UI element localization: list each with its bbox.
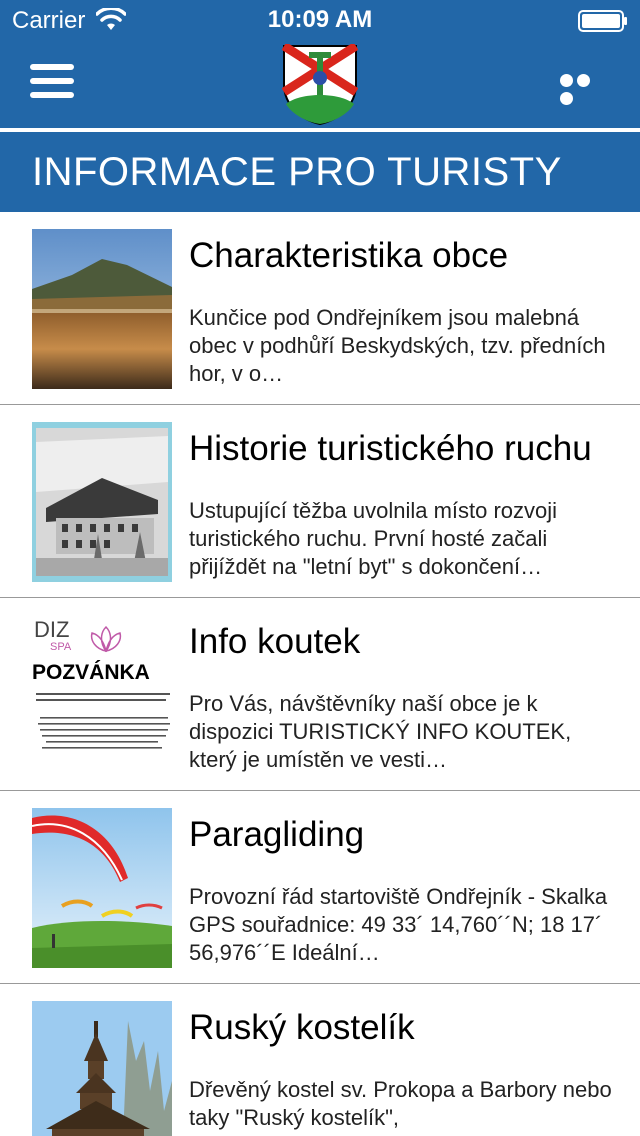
poster-brand-sub: SPA <box>50 641 72 653</box>
poster-brand: DIZ <box>34 617 70 642</box>
item-title: Paragliding <box>189 815 365 854</box>
poster-fine-print <box>32 691 172 771</box>
coat-of-arms-logo <box>282 44 358 126</box>
list-item[interactable] <box>0 405 640 598</box>
wooden-church-thumbnail <box>32 1001 172 1136</box>
clock: 10:09 AM <box>267 6 373 33</box>
more-options-icon[interactable] <box>560 74 610 90</box>
list-item[interactable] <box>0 984 640 1136</box>
item-title: Ruský kostelík <box>189 1008 415 1047</box>
poster-headline: POZVÁNKA <box>32 661 150 684</box>
list-item[interactable] <box>0 598 640 791</box>
status-bar <box>0 0 640 40</box>
battery-icon <box>578 10 628 32</box>
item-description: Provozní řád startoviště Ondřejník - Skalka GPS souřadnice: 49 33´ 14,760´´N; 18 17´ 56,976´´E Ideální… <box>189 884 608 965</box>
carrier-label: Carrier <box>12 7 86 34</box>
landscape-lake-thumbnail <box>32 229 172 389</box>
historic-hotel-thumbnail <box>32 422 172 582</box>
paragliding-thumbnail <box>32 808 172 968</box>
lotus-icon <box>86 625 126 655</box>
list-item[interactable] <box>0 791 640 984</box>
section-header <box>0 132 640 212</box>
item-description: Dřevěný kostel sv. Prokopa a Barbory nebo taky "Ruský kostelík", <box>189 1077 612 1130</box>
item-title: Info koutek <box>189 622 361 661</box>
nav-bar <box>0 40 640 128</box>
hamburger-menu-icon[interactable] <box>30 64 76 102</box>
item-description: Ustupující těžba uvolnila místo rozvoji turistického ruchu. První hosté začali přijíždět na "letní byt" s dokončení… <box>189 498 558 579</box>
article-list <box>0 212 640 1136</box>
item-title: Historie turistického ruchu <box>189 429 592 468</box>
item-description: Kunčice pod Ondřejníkem jsou malebná obec v podhůří Beskydských, tzv. předních hor, v o… <box>189 305 606 386</box>
list-item[interactable] <box>0 212 640 405</box>
page-title: INFORMACE PRO TURISTY <box>32 150 562 194</box>
invitation-poster-thumbnail <box>32 615 172 775</box>
item-title: Charakteristika obce <box>189 236 509 275</box>
item-description: Pro Vás, návštěvníky naší obce je k dispozici TURISTICKÝ INFO KOUTEK, který je umístěn ve vesti… <box>189 691 572 772</box>
